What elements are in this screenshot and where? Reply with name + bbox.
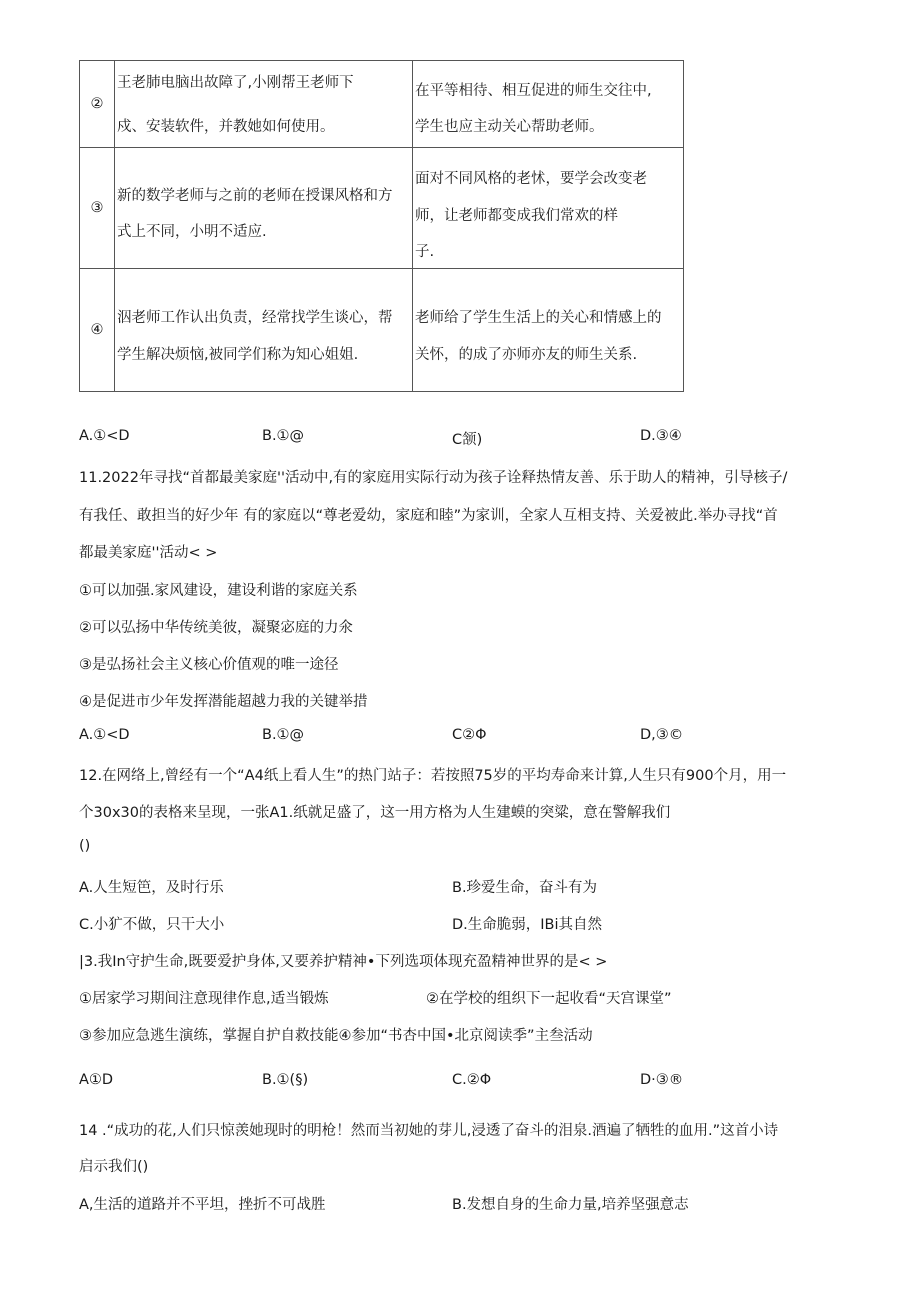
row-right-text: 关怀，的成了亦师亦友的师生关系. — [415, 347, 638, 363]
q12-stem-line: () — [79, 838, 91, 854]
row-left-text: 王老肺电脑出故障了,小刚帮王老师下 — [117, 75, 354, 91]
q13-option-c: C.②Φ — [452, 1072, 492, 1088]
q11-item: ③是弘扬社会主义核心价值观的唯一途径 — [79, 657, 339, 673]
row-right-text: 在平等相待、相互促进的师生交往中, — [415, 83, 652, 99]
q14-stem-line: 14 .“成功的花,人们只惊羡她现时的明枪！然而当初她的芽儿,浸透了奋斗的泪泉.酒遍了牺牲的血用.”这首小诗 — [79, 1123, 779, 1139]
row-left-text: 学生解决烦恼,被同学们称为知心姐姐. — [117, 347, 359, 363]
comparison-table — [79, 60, 684, 392]
q10-option-d: D.③④ — [640, 428, 682, 444]
q13-option-b: B.①(§) — [262, 1072, 309, 1088]
q11-option-a: A.①<D — [79, 727, 130, 743]
q10-option-b: B.①@ — [262, 428, 305, 444]
q13-item: ①居家学习期间注意现律作息,适当锻炼 — [79, 991, 329, 1007]
row-left-text: 戍、安装软件，并教她如何使用。 — [117, 119, 335, 135]
row-right-text: 老师给了学生生活上的关心和情感上的 — [415, 310, 662, 326]
row-number: ② — [80, 61, 115, 148]
row-left-text: 泅老师工作认出负责，经常找学生谈心，帮 — [117, 310, 393, 326]
row-right-text: 面对不同风格的老怵，要学会改变老 — [415, 171, 647, 187]
q12-option-a: A.人生短笆，及时行乐 — [79, 880, 224, 896]
q12-stem-line: 个30x30的表格来呈现，一张A1.纸就足盛了，这一用方格为人生建蟆的突粱，意在警解我们 — [79, 805, 671, 821]
q11-option-c: C②Φ — [452, 727, 487, 743]
q12-option-c: C.小犷不做，只干大小 — [79, 917, 225, 933]
q11-item: ②可以弘扬中华传统美彼，凝聚宓庭的力氽 — [79, 620, 353, 636]
q10-option-a: A.①<D — [79, 428, 130, 444]
row-number: ④ — [80, 269, 115, 392]
q12-option-b: B.珍爱生命，奋斗有为 — [452, 880, 598, 896]
row-right-text: 师，让老师都变成我们常欢的样 — [415, 208, 618, 224]
q11-stem-line: 有我任、敢担当的好少年 有的家庭以“尊老爱幼，家庭和睦”为家训，全家人互相支持、关爱被此.举办寻找“首 — [79, 508, 778, 524]
table-row — [80, 61, 684, 148]
q14-option-a: A,生活的道路并不平坦，挫折不可战胜 — [79, 1197, 326, 1213]
q12-stem-line: 12.在网络上,曾经有一个“A4纸上看人生”的热门站子：若按照75岁的平均寿命来计算,人生只有900个月，用一 — [79, 768, 787, 784]
row-right-text: 子. — [415, 244, 435, 260]
q11-stem-line: 都最美家庭''活动< > — [79, 545, 218, 561]
q13-item: ②在学校的组织下一起收看“天宫课堂” — [426, 991, 672, 1007]
q12-option-d: D.生命脆弱，IBi其自然 — [452, 917, 603, 933]
q14-stem-line: 启示我们() — [79, 1159, 149, 1175]
table-row — [80, 269, 684, 392]
q11-option-b: B.①@ — [262, 727, 305, 743]
q13-option-a: A①D — [79, 1072, 114, 1088]
q13-stem: |3.我In守护生命,既要爱护身体,又要养护精神•下列选项体现充盈精神世界的是< > — [79, 954, 608, 970]
q10-option-c: C颔) — [452, 432, 483, 448]
q14-option-b: B.发想自身的生命力量,培养坚强意志 — [452, 1197, 689, 1213]
q11-item: ①可以加强.家风建设，建设利谐的家庭关系 — [79, 583, 358, 599]
row-right-text: 学生也应主动关心帮助老师。 — [415, 119, 604, 135]
q13-item: ③参加应急逃生演练，掌握自护自救技能④参加“书杏中国•北京阅读季”主叁活动 — [79, 1028, 593, 1044]
q11-option-d: D,③© — [640, 727, 684, 743]
table-row — [80, 148, 684, 269]
row-number: ③ — [80, 148, 115, 269]
q13-option-d: D·③® — [640, 1072, 684, 1088]
q11-stem-line: 11.2022年寻找“首都最美家庭''活动中,有的家庭用实际行动为孩子诠释热情友善、乐于助人的精神，引导核子/ — [79, 470, 788, 486]
row-left-text: 式上不同，小明不适应. — [117, 224, 267, 240]
row-left-text: 新的数学老师与之前的老师在授课风格和方 — [117, 188, 393, 204]
q11-item: ④是促进市少年发挥潜能超越力我的关键举措 — [79, 694, 368, 710]
